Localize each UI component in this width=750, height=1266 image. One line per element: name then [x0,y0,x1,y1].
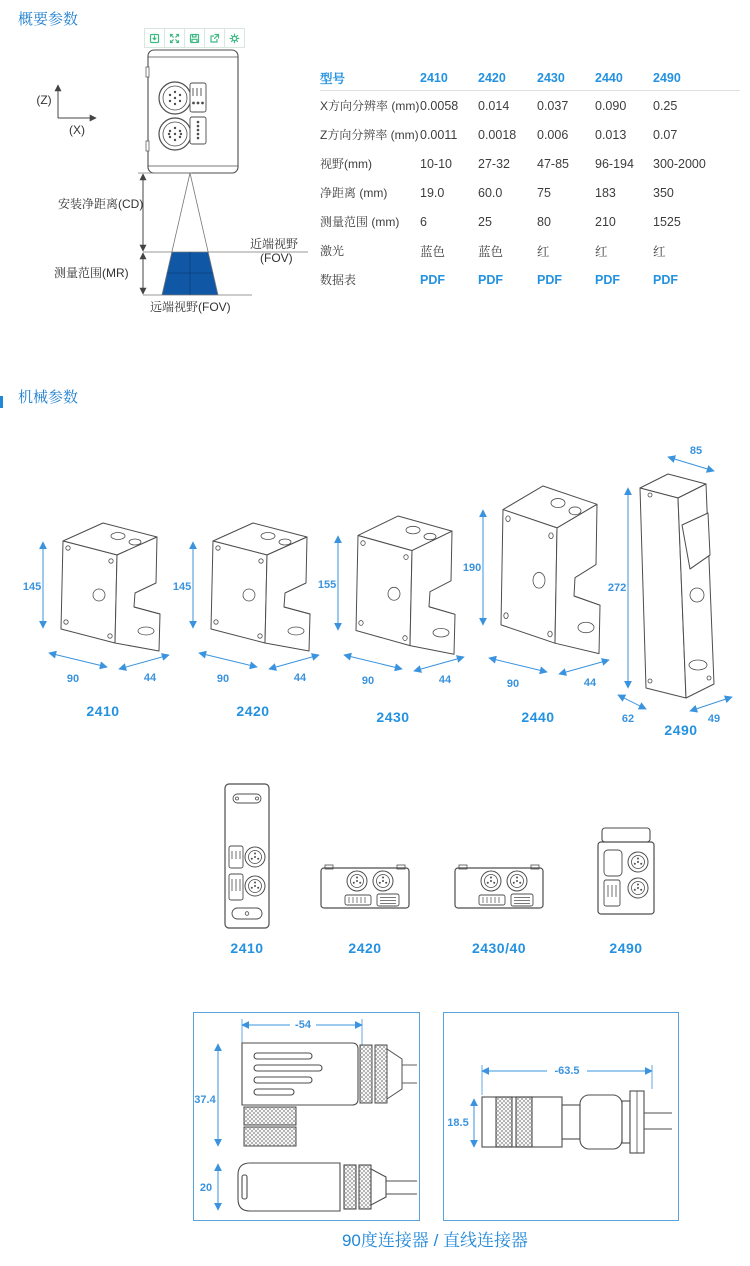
cell: 0.037 [537,98,569,113]
dim-width: 90 [66,673,80,685]
mech-drawing-2490 [607,443,747,738]
cell: 10-10 [420,156,452,171]
model-2410: 2410 [420,71,448,85]
row-label: X方向分辨率 (mm) [320,99,420,113]
model-2420: 2420 [478,71,506,85]
dim-height: 18.5 [447,1117,469,1129]
cell: 0.0058 [420,98,459,113]
pdf-link-2420[interactable]: PDF [478,272,503,287]
dim-depth: 44 [583,677,597,689]
cell: 0.0018 [478,127,517,142]
dim-width: 90 [361,675,375,687]
sensor-connector-top [159,82,191,114]
fov-diagram [20,45,330,315]
cell: 96-194 [595,156,634,171]
pdf-link-2440[interactable]: PDF [595,272,620,287]
cell: 1525 [653,214,681,229]
cell: 47-85 [537,156,569,171]
dim-length: -63.5 [554,1065,580,1077]
cell: 6 [420,214,427,229]
row-label: 视野(mm) [320,157,372,171]
dim-height: 272 [607,582,627,594]
dim-depth: 49 [707,713,721,725]
far-fov-label: 远端视野(FOV) [150,300,231,314]
bottom-view-2490 [596,826,656,916]
cell: 19.0 [420,185,445,200]
near-fov-label-2: (FOV) [260,251,293,265]
dim-depth: 44 [143,672,157,684]
connector-caption: 90度连接器 / 直线连接器 [341,1231,529,1250]
cell: 75 [537,185,551,200]
mech-label-2490: 2490 [664,722,698,738]
cell: 红 [595,244,608,259]
cell: 0.090 [595,98,627,113]
sensor-connector-bottom [159,118,191,150]
cell: 红 [537,244,550,259]
cell: 210 [595,214,616,229]
mech-drawing-2410 [23,495,183,695]
mech-label-2420: 2420 [236,703,270,719]
cell: 红 [653,244,666,259]
model-2440: 2440 [595,71,623,85]
cell: 蓝色 [478,244,504,259]
table-row [320,236,740,265]
cell: 0.013 [595,127,627,142]
spec-table-header [320,66,740,91]
table-row [320,178,740,207]
pdf-link-2410[interactable]: PDF [420,272,445,287]
straight-connector-box [443,1012,679,1221]
dim-straight-height: 20 [199,1182,213,1194]
mr-label: 测量范围(MR) [54,266,129,280]
mech-drawing-2420 [173,495,333,695]
straight-connector-drawing [444,1013,678,1220]
dim-height: 145 [172,581,192,593]
dim-height: 37.4 [194,1094,216,1106]
bottom-view-2430-40 [453,864,545,910]
dim-length: -54 [295,1019,311,1031]
table-row [320,265,740,294]
row-label: Z方向分辨率 (mm) [320,128,419,142]
cell: 300-2000 [653,156,706,171]
mechanical-section-title: 机械参数 [18,389,79,406]
cell: 183 [595,185,616,200]
spec-table [320,66,740,294]
row-label: 激光 [320,244,345,258]
bottom-view-2410 [222,782,272,930]
bottom-view-label-2430-40: 2430/40 [471,940,527,956]
cell: 350 [653,185,674,200]
table-row [320,120,740,149]
cd-label: 安装净距离(CD) [58,197,144,211]
mech-label-2410: 2410 [86,703,120,719]
dim-top: 85 [689,445,703,457]
cell: 0.25 [653,98,678,113]
summary-section-title: 概要参数 [18,11,79,28]
dim-width: 62 [621,713,635,725]
model-header: 型号 [320,72,346,86]
row-label: 测量范围 (mm) [320,215,400,229]
dim-height: 145 [22,581,42,593]
cell: 0.07 [653,127,678,142]
bottom-view-label-2490: 2490 [609,940,643,956]
side-accent [0,396,3,408]
axis-z-label: (Z) [36,93,52,107]
bottom-view-2420 [319,864,411,910]
angled-connector-drawing [194,1013,419,1220]
model-2490: 2490 [653,71,681,85]
cell: 蓝色 [420,244,446,259]
mech-label-2430: 2430 [376,709,410,725]
bottom-view-label-2420: 2420 [348,940,382,956]
cell: 80 [537,214,551,229]
cell: 0.014 [478,98,510,113]
table-row [320,149,740,178]
cell: 60.0 [478,185,503,200]
cell: 0.006 [537,127,569,142]
angled-connector-box [193,1012,420,1221]
row-label: 数据表 [320,273,357,287]
row-label: 净距离 (mm) [320,186,388,200]
cell: 25 [478,214,492,229]
model-2430: 2430 [537,71,565,85]
dim-depth: 44 [438,674,452,686]
cell: 27-32 [478,156,510,171]
pdf-link-2490[interactable]: PDF [653,272,678,287]
table-row [320,91,740,120]
cell: 0.0011 [420,127,458,142]
dim-height: 190 [462,562,482,574]
dim-width: 90 [216,673,230,685]
dim-depth: 44 [293,672,307,684]
mech-drawing-2430 [318,488,478,703]
table-row [320,207,740,236]
axis-x-label: (X) [69,123,85,137]
dim-width: 90 [506,678,520,690]
laser-cone [138,173,308,295]
mech-label-2440: 2440 [521,709,555,725]
near-fov-label-1: 近端视野 [250,237,299,251]
pdf-link-2430[interactable]: PDF [537,272,562,287]
dim-height: 155 [317,579,337,591]
mech-drawing-2440 [463,458,628,708]
bottom-view-label-2410: 2410 [230,940,264,956]
